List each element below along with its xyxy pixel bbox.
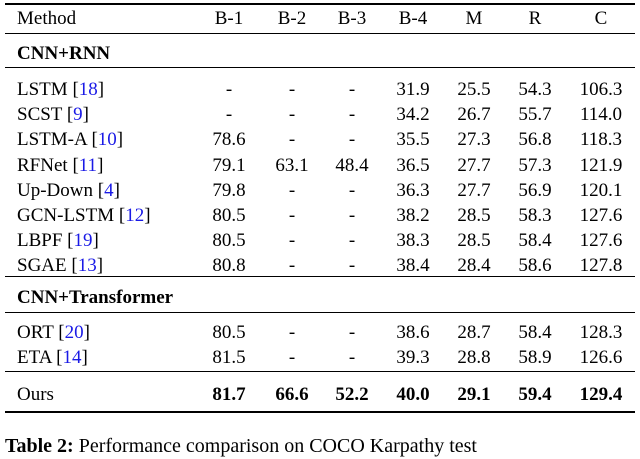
section-divider bbox=[5, 276, 635, 277]
cell-b-1: 78.6 bbox=[212, 129, 246, 151]
table-row bbox=[0, 178, 640, 204]
cell-b-4: 38.6 bbox=[396, 322, 430, 343]
cell-r: 56.8 bbox=[518, 129, 552, 151]
cell-r: 58.4 bbox=[518, 230, 552, 252]
caption-text: Performance comparison on COCO Karpathy test bbox=[73, 435, 477, 457]
cell-b-2: - bbox=[288, 179, 296, 201]
header-method: Method bbox=[17, 8, 77, 29]
cell-b-1: - bbox=[225, 79, 233, 100]
header-rule bbox=[5, 33, 635, 34]
cell-b-4: 38.2 bbox=[396, 205, 430, 226]
method-label: GCN-LSTM bbox=[17, 205, 115, 226]
table-row bbox=[0, 228, 640, 254]
method-name: LBPF [19] bbox=[17, 230, 99, 252]
method-label: LSTM-A bbox=[17, 129, 87, 151]
cell-m: 27.3 bbox=[457, 129, 491, 151]
cell-b-3: - bbox=[348, 205, 356, 226]
cell-b-1: 80.8 bbox=[212, 255, 246, 277]
cell-b-3: - bbox=[348, 104, 356, 126]
cell-b-1: 80.5 bbox=[212, 322, 246, 343]
cell-b-2: - bbox=[288, 230, 296, 252]
top-rule bbox=[5, 3, 635, 5]
cell-b-1: - bbox=[225, 104, 233, 126]
header-b-3: B-3 bbox=[337, 8, 367, 29]
ours-cell-c: 129.4 bbox=[579, 384, 623, 405]
cell-b-4: 36.3 bbox=[396, 179, 430, 201]
table-row bbox=[0, 345, 640, 371]
cell-m: 28.5 bbox=[457, 230, 491, 252]
table-row bbox=[0, 102, 640, 128]
method-label: ETA bbox=[17, 347, 52, 369]
method-label: Up-Down bbox=[17, 179, 93, 201]
header-b-4: B-4 bbox=[398, 8, 428, 29]
cell-b-2: - bbox=[288, 79, 296, 100]
cell-r: 58.4 bbox=[518, 322, 552, 343]
citation-link[interactable]: 13 bbox=[77, 255, 97, 277]
cell-b-4: 36.5 bbox=[396, 154, 430, 176]
cell-b-2: - bbox=[288, 205, 296, 226]
cell-b-2: - bbox=[288, 322, 296, 343]
method-label: SCST bbox=[17, 104, 63, 126]
citation-link[interactable]: 9 bbox=[73, 104, 83, 126]
cell-m: 28.8 bbox=[457, 347, 491, 369]
cell-r: 58.9 bbox=[518, 347, 552, 369]
citation-link[interactable]: 20 bbox=[64, 322, 84, 343]
citation-link[interactable]: 4 bbox=[104, 179, 114, 201]
cell-m: 27.7 bbox=[457, 179, 491, 201]
cell-c: 120.1 bbox=[579, 179, 623, 201]
cell-r: 54.3 bbox=[518, 79, 552, 100]
cell-c: 127.6 bbox=[579, 205, 623, 226]
section-rule bbox=[5, 312, 635, 313]
citation-link[interactable]: 11 bbox=[78, 154, 98, 176]
method-name: LSTM [18] bbox=[17, 79, 105, 100]
cell-m: 27.7 bbox=[457, 154, 491, 176]
section-rule bbox=[5, 67, 635, 68]
method-label: ORT bbox=[17, 322, 54, 343]
citation-link[interactable]: 14 bbox=[62, 347, 82, 369]
method-name: ORT [20] bbox=[17, 322, 90, 343]
citation-link[interactable]: 10 bbox=[97, 129, 117, 151]
section-title: CNN+Transformer bbox=[17, 287, 174, 308]
cell-b-2: - bbox=[288, 104, 296, 126]
header-b-1: B-1 bbox=[214, 8, 244, 29]
cell-b-3: - bbox=[348, 230, 356, 252]
method-label: RFNet bbox=[17, 154, 68, 176]
cell-r: 57.3 bbox=[518, 154, 552, 176]
cell-b-4: 38.3 bbox=[396, 230, 430, 252]
ours-cell-b-3: 52.2 bbox=[335, 384, 369, 405]
method-name: Up-Down [4] bbox=[17, 179, 120, 201]
cell-r: 58.6 bbox=[518, 255, 552, 277]
cell-b-3: - bbox=[348, 179, 356, 201]
cell-b-4: 39.3 bbox=[396, 347, 430, 369]
cell-c: 127.6 bbox=[579, 230, 623, 252]
ours-name: Ours bbox=[17, 384, 54, 405]
cell-b-3: - bbox=[348, 129, 356, 151]
method-name: SGAE [13] bbox=[17, 255, 104, 277]
caption-label: Table 2: bbox=[5, 435, 74, 457]
cell-b-1: 79.8 bbox=[212, 179, 246, 201]
method-name: RFNet [11] bbox=[17, 154, 104, 176]
cell-m: 25.5 bbox=[457, 79, 491, 100]
table-row bbox=[0, 127, 640, 153]
header-row bbox=[0, 6, 640, 32]
cell-m: 28.4 bbox=[457, 255, 491, 277]
ours-cell-r: 59.4 bbox=[518, 384, 552, 405]
cell-b-1: 80.5 bbox=[212, 205, 246, 226]
cell-c: 128.3 bbox=[579, 322, 623, 343]
cell-b-4: 31.9 bbox=[396, 79, 430, 100]
table-row bbox=[0, 77, 640, 103]
cell-b-4: 35.5 bbox=[396, 129, 430, 151]
ours-cell-b-4: 40.0 bbox=[396, 384, 430, 405]
table-caption bbox=[5, 433, 477, 459]
cell-c: 121.9 bbox=[579, 154, 623, 176]
bottom-rule bbox=[5, 411, 635, 413]
ours-cell-b-1: 81.7 bbox=[212, 384, 246, 405]
cell-r: 56.9 bbox=[518, 179, 552, 201]
section-title: CNN+RNN bbox=[17, 43, 111, 64]
method-name: ETA [14] bbox=[17, 347, 88, 369]
cell-m: 26.7 bbox=[457, 104, 491, 126]
header-c: C bbox=[594, 8, 608, 29]
method-name: LSTM-A [10] bbox=[17, 129, 124, 151]
cell-r: 58.3 bbox=[518, 205, 552, 226]
cell-b-3: 48.4 bbox=[335, 154, 369, 176]
method-name: SCST [9] bbox=[17, 104, 89, 126]
citation-link[interactable]: 12 bbox=[125, 205, 145, 226]
cell-c: 114.0 bbox=[579, 104, 623, 126]
header-m: M bbox=[465, 8, 483, 29]
cell-b-3: - bbox=[348, 347, 356, 369]
cell-r: 55.7 bbox=[518, 104, 552, 126]
method-label: LBPF bbox=[17, 230, 63, 252]
ours-rule bbox=[5, 371, 635, 372]
cell-b-3: - bbox=[348, 255, 356, 277]
cell-b-1: 81.5 bbox=[212, 347, 246, 369]
method-name: GCN-LSTM [12] bbox=[17, 205, 151, 226]
cell-b-4: 34.2 bbox=[396, 104, 430, 126]
cell-c: 127.8 bbox=[579, 255, 623, 277]
cell-b-3: - bbox=[348, 322, 356, 343]
table-row bbox=[0, 153, 640, 179]
table-row bbox=[0, 320, 640, 346]
cell-b-4: 38.4 bbox=[396, 255, 430, 277]
cell-b-2: 63.1 bbox=[275, 154, 309, 176]
cell-b-2: - bbox=[288, 129, 296, 151]
header-r: R bbox=[528, 8, 542, 29]
cell-b-1: 79.1 bbox=[212, 154, 246, 176]
ours-cell-m: 29.1 bbox=[457, 384, 491, 405]
cell-b-2: - bbox=[288, 347, 296, 369]
cell-b-1: 80.5 bbox=[212, 230, 246, 252]
cell-m: 28.7 bbox=[457, 322, 491, 343]
ours-row bbox=[0, 382, 640, 408]
cell-c: 118.3 bbox=[579, 129, 623, 151]
table-row bbox=[0, 203, 640, 229]
citation-link[interactable]: 19 bbox=[73, 230, 93, 252]
header-b-2: B-2 bbox=[277, 8, 307, 29]
cell-b-3: - bbox=[348, 79, 356, 100]
method-label: SGAE bbox=[17, 255, 67, 277]
citation-link[interactable]: 18 bbox=[78, 79, 98, 100]
cell-b-2: - bbox=[288, 255, 296, 277]
ours-cell-b-2: 66.6 bbox=[275, 384, 309, 405]
cell-c: 126.6 bbox=[579, 347, 623, 369]
method-label: LSTM bbox=[17, 79, 68, 100]
cell-c: 106.3 bbox=[579, 79, 623, 100]
cell-m: 28.5 bbox=[457, 205, 491, 226]
